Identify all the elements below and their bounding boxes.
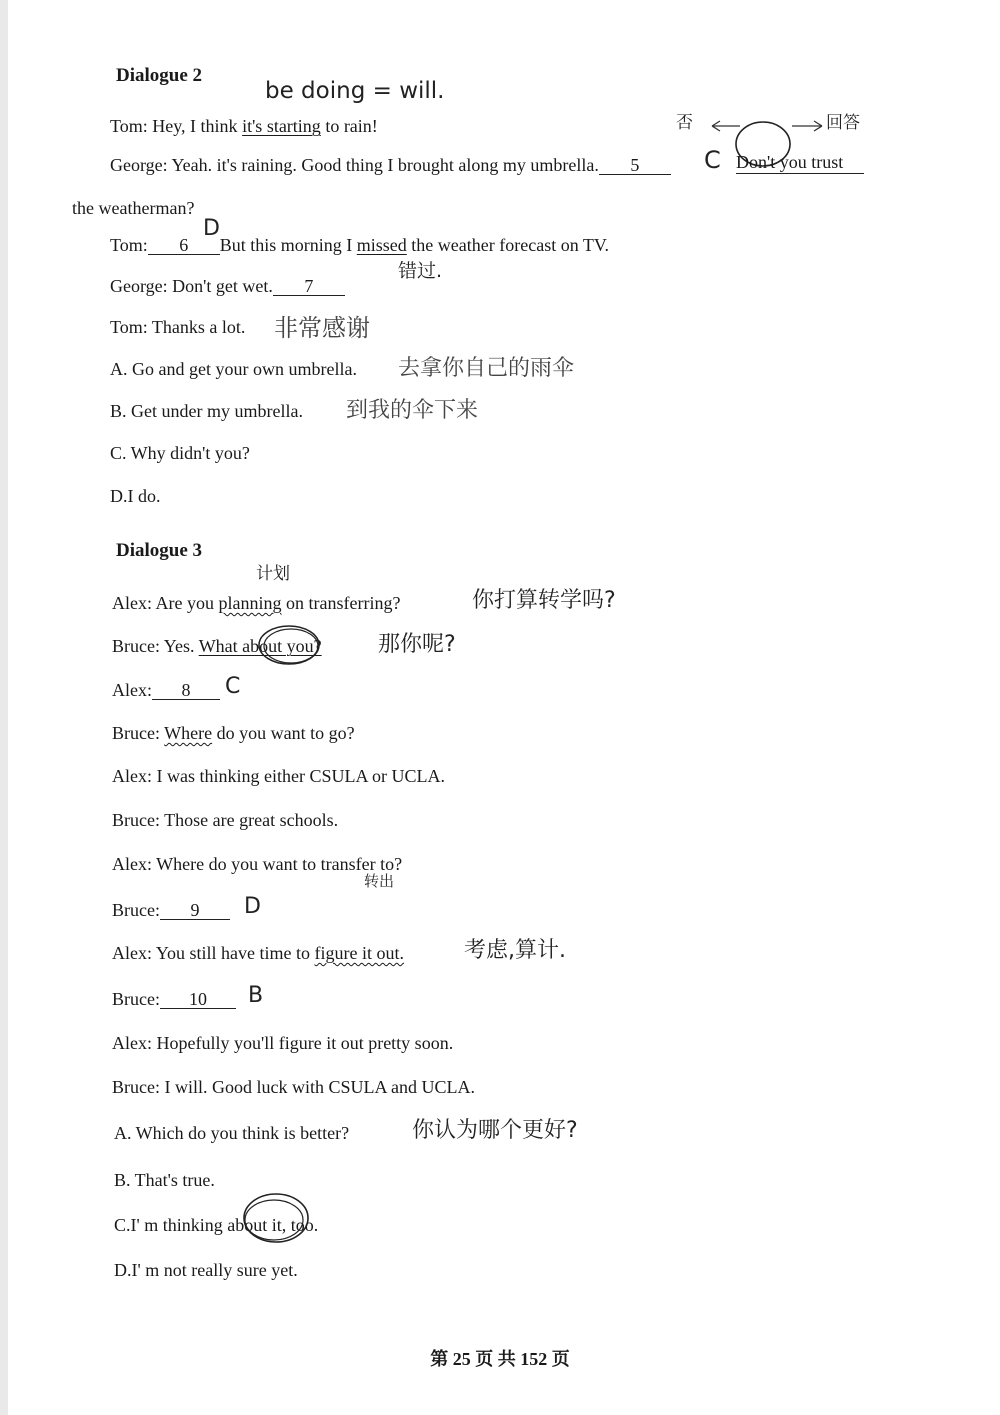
handwritten-note-transfer: 转出 bbox=[364, 872, 395, 890]
dialogue-3-line-4 bbox=[112, 724, 355, 742]
handwritten-note-thanks: 非常感谢 bbox=[274, 314, 370, 342]
dialogue-3-heading: Dialogue 3 bbox=[116, 540, 203, 561]
answer-blank-7: 7 bbox=[273, 277, 345, 296]
dialogue-3-line-7: Alex: Where do you want to transfer to? bbox=[112, 854, 403, 874]
line-text: Bruce: bbox=[112, 900, 160, 920]
line-text: the weather forecast on TV. bbox=[406, 235, 610, 255]
dialogue-3-line-10 bbox=[112, 990, 236, 1009]
line-text: Bruce: bbox=[112, 723, 165, 743]
footer-suffix: 页 bbox=[551, 1349, 570, 1369]
dialogue-2-option-c: C. Why didn't you? bbox=[110, 443, 250, 463]
handwritten-answer-8: C bbox=[225, 674, 241, 699]
handwritten-answer-9: D bbox=[244, 894, 261, 919]
line-text: do you want to go? bbox=[212, 723, 355, 743]
line-text: George: Don't get wet. bbox=[110, 276, 273, 296]
dialogue-3-line-12: Bruce: I will. Good luck with CSULA and UCLA. bbox=[112, 1077, 475, 1097]
footer-mid: 页 共 bbox=[475, 1349, 516, 1369]
dialogue-3-option-a: A. Which do you think is better? bbox=[114, 1123, 350, 1143]
underlined-word-missed: missed bbox=[356, 235, 407, 255]
line-text: Tom: Hey, I think bbox=[110, 116, 243, 136]
handwritten-note-ask: 否 bbox=[676, 113, 693, 133]
dialogue-3-line-9 bbox=[112, 944, 404, 962]
handwritten-circle-about bbox=[256, 624, 326, 668]
handwritten-note-option-a: 去拿你自己的雨伞 bbox=[398, 356, 575, 381]
underlined-phrase: it's starting bbox=[242, 116, 321, 136]
footer-prefix: 第 bbox=[430, 1349, 449, 1369]
dialogue-3-option-d: D.I' m not really sure yet. bbox=[114, 1260, 298, 1280]
handwritten-note-missed: 错过. bbox=[398, 260, 443, 282]
handwritten-note-answer: 回答 bbox=[826, 113, 860, 133]
dialogue-2-line-2 bbox=[110, 156, 671, 175]
line-text: Alex: You still have time to bbox=[112, 943, 315, 963]
line-text: on transferring? bbox=[281, 593, 401, 613]
page-footer bbox=[0, 1345, 1000, 1371]
handwritten-circle-about-option-c bbox=[238, 1190, 318, 1248]
handwritten-note-transfer-question: 你打算转学吗? bbox=[472, 588, 616, 613]
dialogue-3-line-3 bbox=[112, 681, 220, 700]
footer-page-number: 25 bbox=[452, 1349, 471, 1369]
line-text: George: Yeah. it's raining. Good thing I brought along my umbrella. bbox=[110, 155, 599, 175]
dialogue-2-option-d: D.I do. bbox=[110, 486, 161, 506]
dialogue-3-line-8 bbox=[112, 901, 230, 920]
underlined-phrase-figure-it-out: figure it out. bbox=[314, 943, 404, 963]
scan-edge bbox=[0, 0, 8, 1415]
dialogue-2-line-5: Tom: Thanks a lot. bbox=[110, 317, 246, 337]
handwritten-note-option-b: 到我的伞下来 bbox=[346, 398, 479, 423]
handwritten-note-which: 你认为哪个更好? bbox=[412, 1118, 578, 1143]
answer-blank-6: 6 bbox=[148, 236, 220, 255]
handwritten-answer-6: D bbox=[203, 216, 220, 241]
underlined-word-where: Where bbox=[164, 723, 213, 743]
line-text: But this morning I bbox=[219, 235, 357, 255]
handwritten-note-be-doing: be doing = will. bbox=[265, 78, 445, 104]
dialogue-2-line-2-continuation: the weatherman? bbox=[72, 198, 195, 218]
dialogue-3-option-b: B. That's true. bbox=[114, 1170, 215, 1190]
handwritten-note-planning: 计划 bbox=[256, 564, 290, 584]
dialogue-2-line-3 bbox=[110, 236, 609, 255]
dialogue-2-heading: Dialogue 2 bbox=[116, 65, 203, 86]
line-text: to rain! bbox=[320, 116, 378, 136]
answer-blank-5: 5 bbox=[599, 156, 671, 175]
answer-blank-10: 10 bbox=[160, 990, 236, 1009]
dialogue-3-option-c: C.I' m thinking about it, too. bbox=[114, 1215, 319, 1235]
dialogue-3-line-1 bbox=[112, 594, 400, 612]
underlined-word-planning: planning bbox=[218, 593, 282, 613]
dialogue-3-line-11: Alex: Hopefully you'll figure it out pretty soon. bbox=[112, 1033, 454, 1053]
dialogue-3-line-5: Alex: I was thinking either CSULA or UCLA. bbox=[112, 766, 445, 786]
handwritten-answer-10: B bbox=[248, 983, 264, 1008]
line-text: Alex: Are you bbox=[112, 593, 219, 613]
handwritten-note-what-about: 那你呢? bbox=[378, 632, 456, 657]
dialogue-2-line-1 bbox=[110, 117, 378, 135]
line-text: Tom: bbox=[110, 235, 148, 255]
answer-blank-8: 8 bbox=[152, 681, 220, 700]
dialogue-2-line-2-end: Don't you trust bbox=[736, 153, 864, 174]
footer-total-pages: 152 bbox=[520, 1349, 548, 1369]
line-text: Bruce: Yes. bbox=[112, 636, 199, 656]
line-text: Alex: bbox=[112, 680, 152, 700]
line-text: Bruce: bbox=[112, 989, 160, 1009]
answer-blank-9: 9 bbox=[160, 901, 230, 920]
dialogue-2-option-b: B. Get under my umbrella. bbox=[110, 401, 303, 421]
dialogue-2-option-a: A. Go and get your own umbrella. bbox=[110, 359, 357, 379]
dialogue-2-line-4 bbox=[110, 277, 345, 296]
dialogue-3-line-6: Bruce: Those are great schools. bbox=[112, 810, 339, 830]
handwritten-note-figure: 考虑,算计. bbox=[464, 938, 566, 963]
handwritten-answer-5: C bbox=[704, 146, 721, 174]
underlined-phrase-what-about-you: What about you? bbox=[198, 636, 322, 656]
